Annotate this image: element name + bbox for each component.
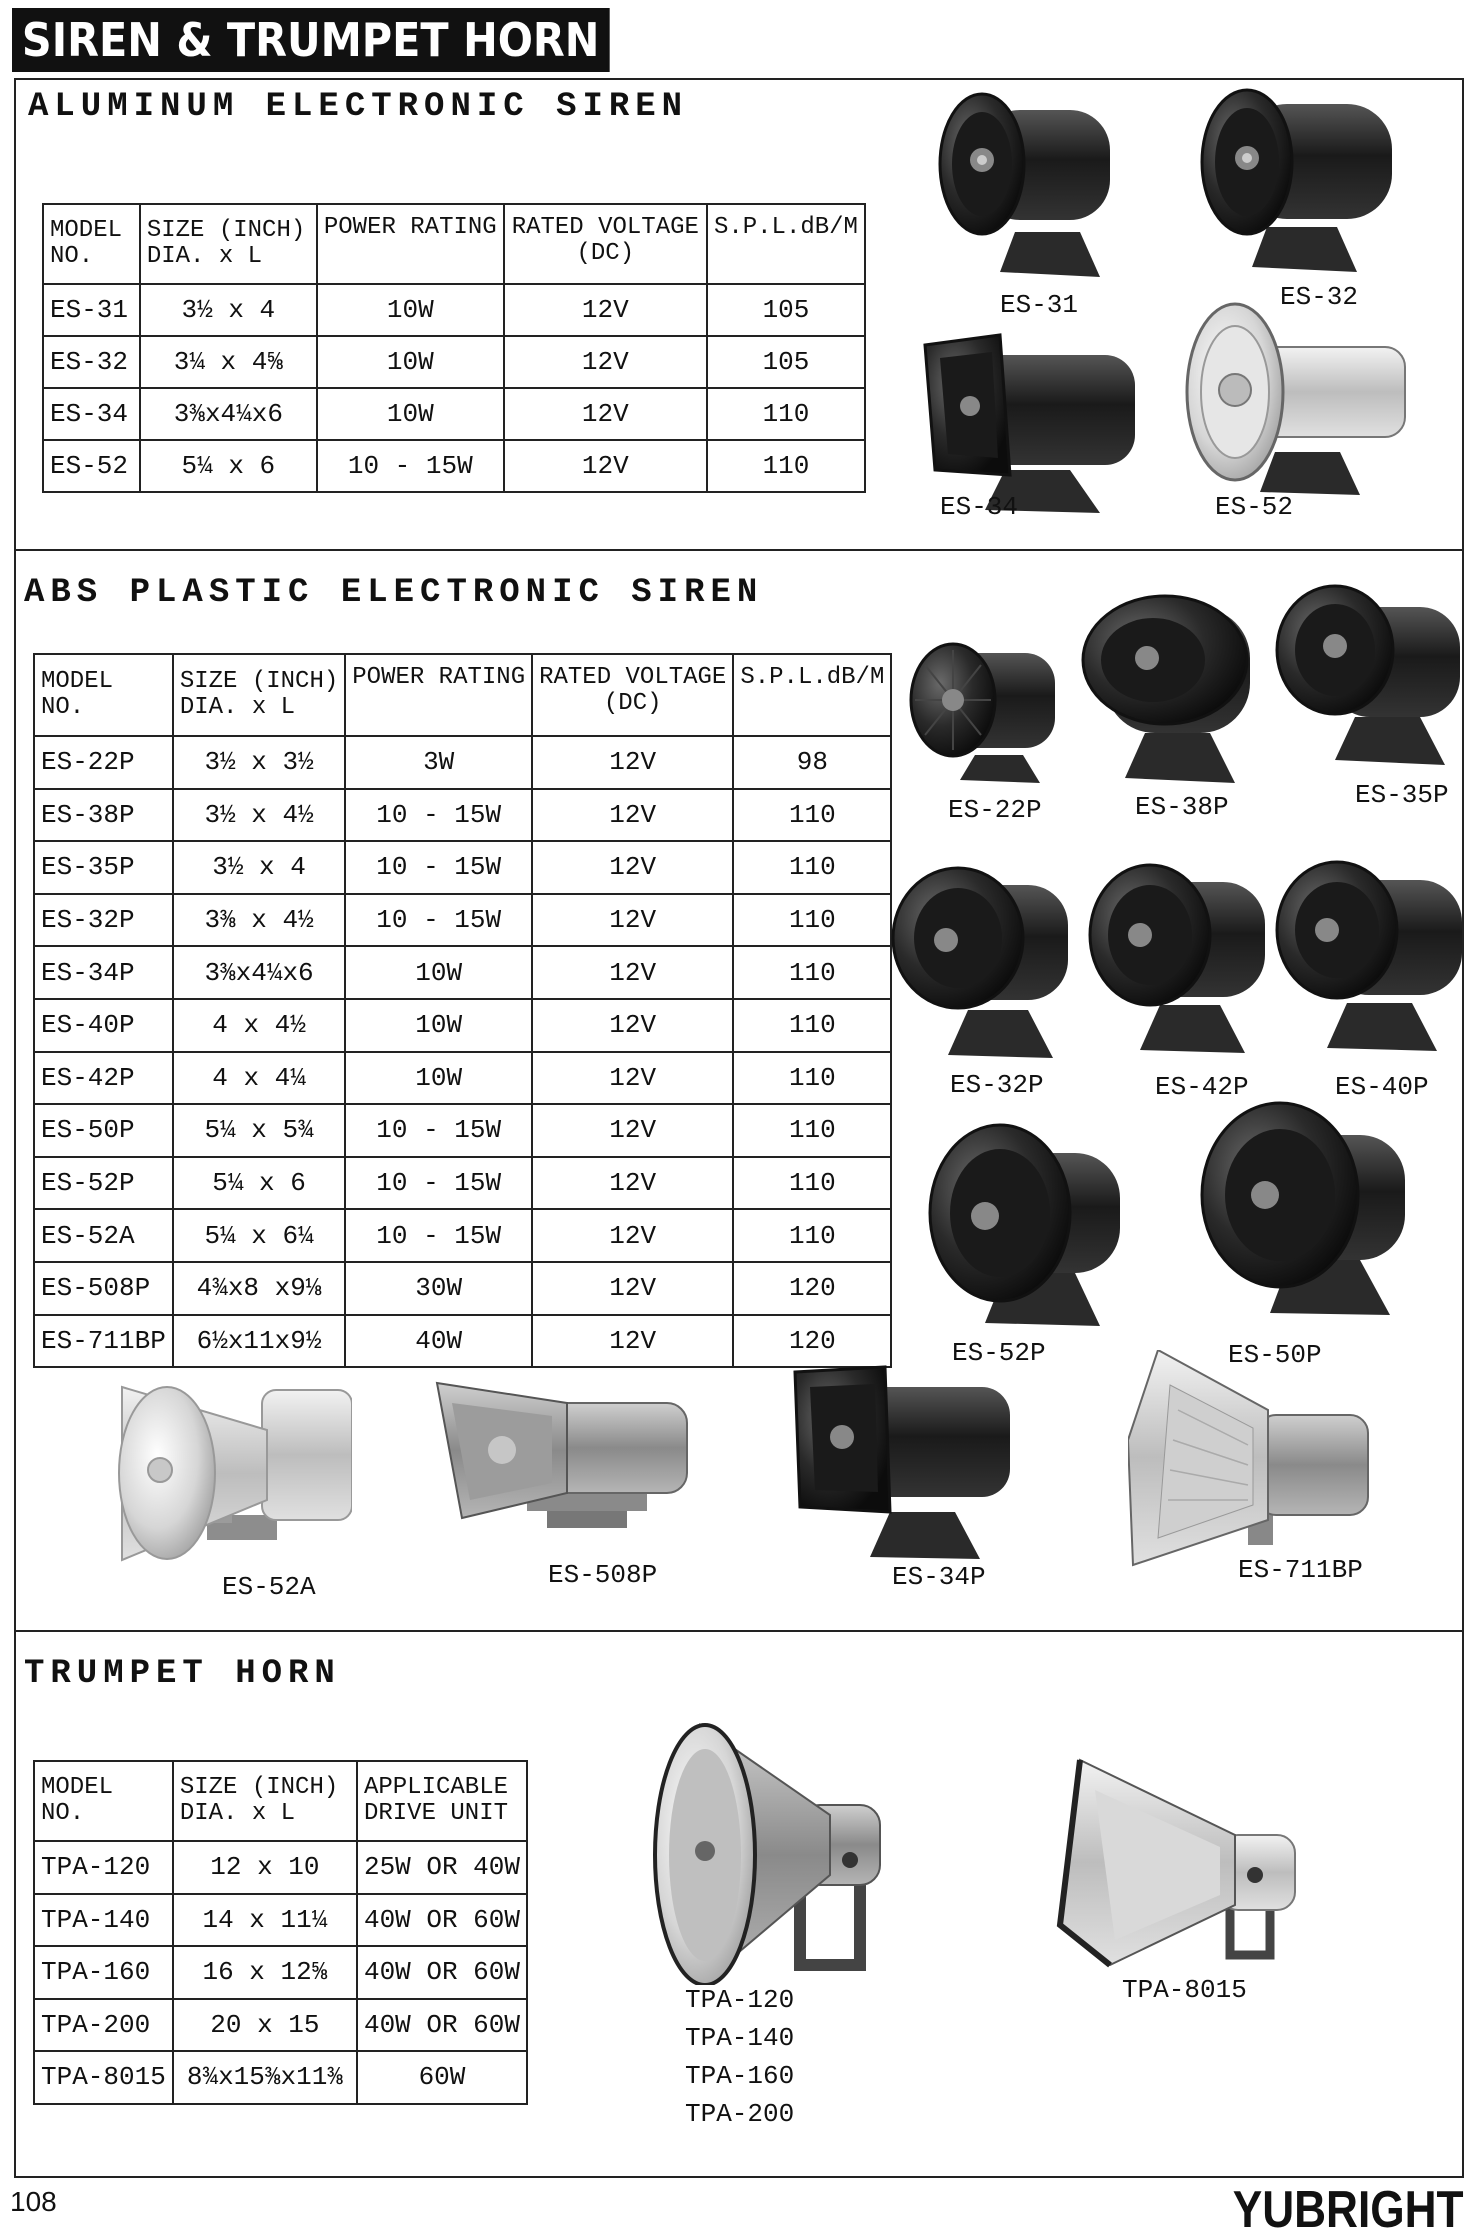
es-32-siren-image — [1192, 82, 1402, 277]
model-cell: ES-711BP — [34, 1315, 173, 1368]
table-row — [34, 2051, 527, 2104]
table-cell: 25W OR 40W — [357, 1841, 527, 1894]
table-cell: 3⅜x4¼x6 — [173, 946, 345, 999]
table-cell: 10W — [317, 284, 504, 336]
trumpet-section-title: TRUMPET HORN — [24, 1655, 341, 1693]
es-38p-siren-image — [1075, 588, 1260, 788]
table-cell: 120 — [733, 1315, 891, 1368]
table-cell: 5¼ x 5¾ — [173, 1104, 345, 1157]
table-cell: 4 x 4½ — [173, 999, 345, 1052]
table-row — [43, 440, 865, 492]
trumpet-spec-table — [33, 1760, 528, 2105]
table-cell: 105 — [707, 284, 865, 336]
table-cell: 3½ x 3½ — [173, 736, 345, 789]
model-cell: ES-31 — [43, 284, 140, 336]
header-voltage: RATED VOLTAGE (DC) — [504, 204, 707, 284]
header-spl: S.P.L.dB/M — [707, 204, 865, 284]
tpa-8015-label: TPA-8015 — [1122, 1975, 1247, 2005]
table-cell: 12 x 10 — [173, 1841, 357, 1894]
es-22p-siren-image — [905, 635, 1065, 785]
model-cell: ES-50P — [34, 1104, 173, 1157]
table-cell: 110 — [733, 1104, 891, 1157]
table-row — [34, 1999, 527, 2052]
es-711bp-siren-image — [1128, 1350, 1373, 1580]
table-cell: 110 — [733, 841, 891, 894]
es-34p-siren-image — [790, 1362, 1015, 1562]
table-cell: 20 x 15 — [173, 1999, 357, 2052]
table-row — [43, 336, 865, 388]
table-cell: 12V — [504, 388, 707, 440]
model-cell: ES-32P — [34, 894, 173, 947]
es-31-label: ES-31 — [1000, 290, 1079, 320]
table-row — [34, 1262, 891, 1315]
table-cell: 10W — [345, 1052, 532, 1105]
table-row — [34, 1894, 527, 1947]
table-cell: 3W — [345, 736, 532, 789]
table-cell: 6½x11x9½ — [173, 1315, 345, 1368]
table-cell: 16 x 12⅝ — [173, 1946, 357, 1999]
es-52p-siren-image — [925, 1118, 1125, 1328]
model-cell: ES-34P — [34, 946, 173, 999]
table-cell: 12V — [532, 789, 733, 842]
table-row — [34, 894, 891, 947]
table-cell: 12V — [532, 999, 733, 1052]
table-cell: 4 x 4¼ — [173, 1052, 345, 1105]
tpa-trumpet-horn-image — [650, 1715, 900, 1985]
header-model: MODEL NO. — [34, 654, 173, 736]
table-cell: 40W OR 60W — [357, 1946, 527, 1999]
header-spl: S.P.L.dB/M — [733, 654, 891, 736]
model-cell: ES-35P — [34, 841, 173, 894]
abs-spec-table — [33, 653, 892, 1368]
es-52a-label: ES-52A — [222, 1572, 316, 1602]
table-cell: 110 — [733, 789, 891, 842]
table-cell: 60W — [357, 2051, 527, 2104]
table-cell: 40W — [345, 1315, 532, 1368]
es-52-siren-image — [1180, 302, 1410, 502]
table-cell: 3½ x 4 — [140, 284, 317, 336]
table-cell: 12V — [532, 1209, 733, 1262]
table-cell: 14 x 11¼ — [173, 1894, 357, 1947]
table-cell: 12V — [532, 841, 733, 894]
table-cell: 4¾x8 x9⅛ — [173, 1262, 345, 1315]
es-31-siren-image — [920, 82, 1130, 282]
table-cell: 10 - 15W — [345, 1209, 532, 1262]
abs-section-title: ABS PLASTIC ELECTRONIC SIREN — [24, 574, 764, 612]
es-50p-label: ES-50P — [1228, 1340, 1322, 1370]
model-cell: ES-52A — [34, 1209, 173, 1262]
table-row — [34, 1841, 527, 1894]
table-cell: 3⅜ x 4½ — [173, 894, 345, 947]
table-cell: 12V — [532, 1262, 733, 1315]
table-cell: 5¼ x 6 — [173, 1157, 345, 1210]
table-cell: 110 — [733, 1157, 891, 1210]
table-cell: 30W — [345, 1262, 532, 1315]
es-42p-siren-image — [1085, 860, 1270, 1055]
header-size: SIZE (INCH) DIA. x L — [140, 204, 317, 284]
model-cell: ES-32 — [43, 336, 140, 388]
table-cell: 3½ x 4 — [173, 841, 345, 894]
table-cell: 12V — [532, 1157, 733, 1210]
table-cell: 3¼ x 4⅝ — [140, 336, 317, 388]
header-power: POWER RATING — [345, 654, 532, 736]
table-cell: 110 — [733, 1052, 891, 1105]
page-number: 108 — [10, 2186, 57, 2217]
es-34p-label: ES-34P — [892, 1562, 986, 1592]
table-cell: 12V — [504, 336, 707, 388]
table-cell: 120 — [733, 1262, 891, 1315]
header-size: SIZE (INCH) DIA. x L — [173, 1761, 357, 1841]
table-cell: 10 - 15W — [345, 841, 532, 894]
es-22p-label: ES-22P — [948, 795, 1042, 825]
table-cell: 110 — [733, 946, 891, 999]
table-row — [34, 1104, 891, 1157]
table-cell: 40W OR 60W — [357, 1999, 527, 2052]
tpa-8015-trumpet-horn-image — [1055, 1755, 1300, 1970]
table-cell: 8¾x15⅜x11⅜ — [173, 2051, 357, 2104]
es-508p-label: ES-508P — [548, 1560, 658, 1590]
table-cell: 12V — [532, 894, 733, 947]
page-title: SIREN & TRUMPET HORN — [12, 8, 609, 72]
es-38p-label: ES-38P — [1135, 792, 1229, 822]
table-cell: 10 - 15W — [345, 789, 532, 842]
table-cell: 12V — [532, 736, 733, 789]
table-cell: 10W — [317, 388, 504, 440]
header-model: MODEL NO. — [34, 1761, 173, 1841]
model-cell: ES-34 — [43, 388, 140, 440]
table-cell: 10W — [345, 999, 532, 1052]
tpa-200-label: TPA-200 — [685, 2099, 795, 2129]
es-52p-label: ES-52P — [952, 1338, 1046, 1368]
header-model: MODEL NO. — [43, 204, 140, 284]
table-cell: 3½ x 4½ — [173, 789, 345, 842]
table-cell: 110 — [733, 999, 891, 1052]
es-508p-siren-image — [432, 1378, 692, 1553]
model-cell: ES-52 — [43, 440, 140, 492]
es-50p-siren-image — [1195, 1095, 1410, 1320]
table-cell: 12V — [504, 284, 707, 336]
table-row — [34, 841, 891, 894]
table-cell: 12V — [532, 946, 733, 999]
model-cell: TPA-120 — [34, 1841, 173, 1894]
table-cell: 98 — [733, 736, 891, 789]
table-cell: 12V — [532, 1315, 733, 1368]
table-cell: 110 — [707, 388, 865, 440]
table-cell: 105 — [707, 336, 865, 388]
table-cell: 110 — [707, 440, 865, 492]
table-cell: 10 - 15W — [345, 894, 532, 947]
section-divider — [14, 549, 1464, 551]
model-cell: ES-38P — [34, 789, 173, 842]
table-cell: 10 - 15W — [345, 1157, 532, 1210]
tpa-120-label: TPA-120 — [685, 1985, 795, 2015]
table-cell: 10W — [345, 946, 532, 999]
table-row — [34, 736, 891, 789]
es-34-label: ES-34 — [940, 492, 1019, 522]
table-cell: 12V — [532, 1104, 733, 1157]
es-32p-label: ES-32P — [950, 1070, 1044, 1100]
table-cell: 12V — [504, 440, 707, 492]
header-size: SIZE (INCH) DIA. x L — [173, 654, 345, 736]
es-32-label: ES-32 — [1280, 282, 1359, 312]
table-row — [34, 1209, 891, 1262]
header-voltage: RATED VOLTAGE (DC) — [532, 654, 733, 736]
es-40p-label: ES-40P — [1335, 1072, 1429, 1102]
table-row — [34, 999, 891, 1052]
table-row — [43, 388, 865, 440]
es-52-label: ES-52 — [1215, 492, 1294, 522]
model-cell: TPA-140 — [34, 1894, 173, 1947]
table-cell: 5¼ x 6¼ — [173, 1209, 345, 1262]
table-cell: 10 - 15W — [345, 1104, 532, 1157]
es-35p-siren-image — [1270, 582, 1465, 772]
model-cell: TPA-160 — [34, 1946, 173, 1999]
es-42p-label: ES-42P — [1155, 1072, 1249, 1102]
model-cell: ES-40P — [34, 999, 173, 1052]
tpa-140-label: TPA-140 — [685, 2023, 795, 2053]
es-52a-siren-image — [112, 1375, 352, 1570]
table-row — [34, 1052, 891, 1105]
table-row — [34, 946, 891, 999]
es-35p-label: ES-35P — [1355, 780, 1449, 810]
table-row — [34, 789, 891, 842]
table-row — [34, 1315, 891, 1368]
model-cell: TPA-200 — [34, 1999, 173, 2052]
model-cell: TPA-8015 — [34, 2051, 173, 2104]
model-cell: ES-52P — [34, 1157, 173, 1210]
es-32p-siren-image — [888, 860, 1073, 1060]
table-cell: 10W — [317, 336, 504, 388]
model-cell: ES-508P — [34, 1262, 173, 1315]
table-cell: 10 - 15W — [317, 440, 504, 492]
table-row — [34, 1157, 891, 1210]
es-40p-siren-image — [1272, 858, 1467, 1058]
tpa-160-label: TPA-160 — [685, 2061, 795, 2091]
table-cell: 110 — [733, 894, 891, 947]
table-cell: 3⅜x4¼x6 — [140, 388, 317, 440]
model-cell: ES-22P — [34, 736, 173, 789]
aluminum-spec-table — [42, 203, 866, 493]
table-cell: 40W OR 60W — [357, 1894, 527, 1947]
table-cell: 110 — [733, 1209, 891, 1262]
table-cell: 12V — [532, 1052, 733, 1105]
brand-logo: YUBRIGHT — [1233, 2181, 1464, 2239]
header-drive-unit: APPLICABLE DRIVE UNIT — [357, 1761, 527, 1841]
section-divider — [14, 1630, 1464, 1632]
model-cell: ES-42P — [34, 1052, 173, 1105]
es-711bp-label: ES-711BP — [1238, 1555, 1363, 1585]
aluminum-section-title: ALUMINUM ELECTRONIC SIREN — [28, 88, 689, 126]
table-cell: 5¼ x 6 — [140, 440, 317, 492]
table-row — [43, 284, 865, 336]
header-power: POWER RATING — [317, 204, 504, 284]
table-row — [34, 1946, 527, 1999]
